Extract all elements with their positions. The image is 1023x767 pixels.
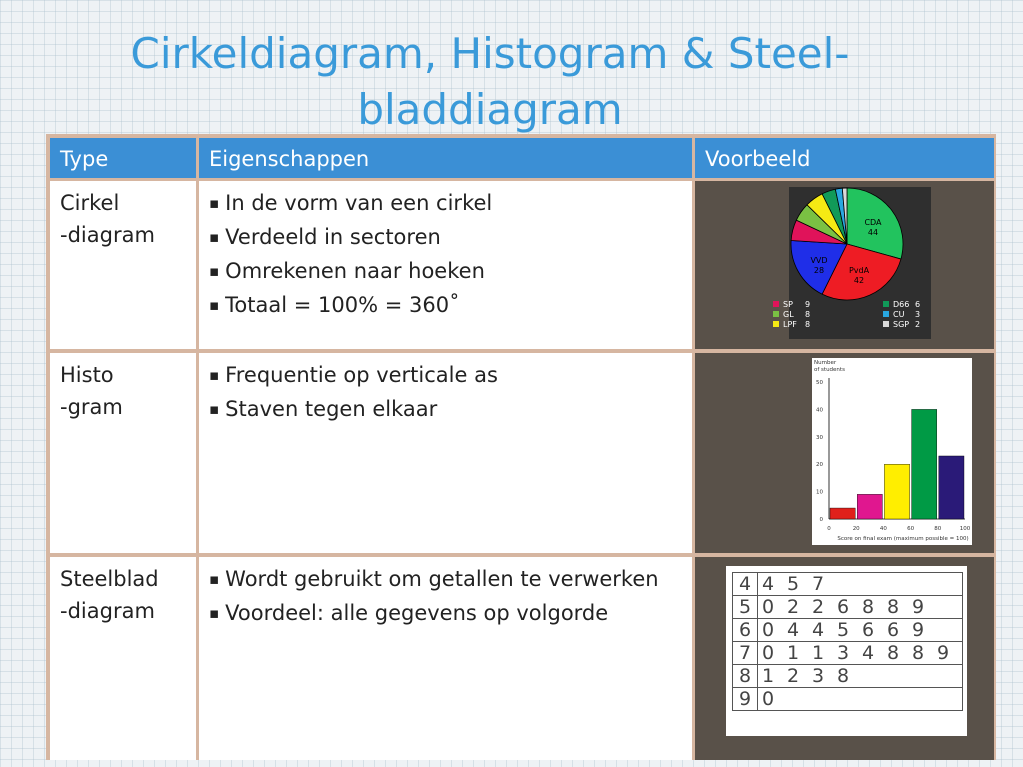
leaf-digit: 2 [787, 596, 801, 618]
row3-type-line2: -diagram [60, 599, 155, 623]
row1-bullet: ▪ Totaal = 100% = 360˚ [209, 289, 682, 323]
leaf-digit: 8 [912, 642, 926, 664]
legend-swatch [883, 321, 889, 327]
legend-swatch [773, 311, 779, 317]
leaf-digit: 8 [887, 596, 901, 618]
x-tick-label: 20 [852, 526, 860, 532]
leaf-values [758, 619, 963, 642]
row2-type-line2: -gram [60, 395, 123, 419]
y-tick-label: 30 [816, 434, 823, 441]
row2-bullet: ▪ Frequentie op verticale as [209, 359, 682, 393]
stem-value: 8 [733, 665, 758, 688]
y-tick-label: 20 [816, 462, 823, 469]
leaf-values [758, 596, 963, 619]
y-tick-label: 0 [819, 517, 823, 523]
legend-left-name: GL [783, 310, 794, 319]
row1-bullet: ▪ Verdeeld in sectoren [209, 221, 682, 255]
leaf-digit: 4 [812, 619, 826, 641]
leaf-values [758, 688, 963, 711]
x-tick-label: 80 [934, 526, 942, 532]
leaf-digit: 8 [837, 665, 851, 687]
leaf-digit: 4 [762, 573, 776, 595]
leaf-digit: 1 [787, 642, 801, 664]
histogram-ylabel: Number [814, 360, 837, 366]
legend-swatch [883, 311, 889, 317]
stem-value: 9 [733, 688, 758, 711]
leaf-digit: 8 [862, 596, 876, 618]
histogram-bar [857, 494, 882, 519]
stem-leaf-row [733, 596, 963, 619]
legend-left-value: 9 [805, 300, 811, 309]
pie-label-value: 28 [813, 266, 825, 275]
header-type: Type [50, 138, 196, 178]
pie-label-value: 44 [867, 228, 879, 237]
y-tick-label: 40 [816, 407, 823, 414]
stem-leaf-row [733, 573, 963, 596]
row2-type [50, 353, 196, 553]
stem-value: 6 [733, 619, 758, 642]
y-tick-label: 10 [816, 489, 823, 496]
row1-bullet: ▪ In de vorm van een cirkel [209, 187, 682, 221]
legend-swatch [773, 321, 779, 327]
pie-label-name: CDA [864, 218, 882, 227]
slide-title-line1: Cirkeldiagram, Histogram & Steel- [130, 29, 850, 78]
leaf-digit: 4 [862, 642, 876, 664]
slide-title [40, 26, 940, 138]
row3-example [695, 557, 994, 760]
leaf-digit: 3 [812, 665, 826, 687]
stem-leaf-table [732, 572, 963, 711]
legend-left-name: SP [783, 300, 793, 309]
row2-bullet: ▪ Staven tegen elkaar [209, 393, 682, 427]
pie-label-value: 42 [853, 276, 865, 285]
leaf-digit: 0 [762, 619, 776, 641]
x-tick-label: 60 [907, 526, 915, 532]
leaf-digit: 6 [862, 619, 876, 641]
row1-type-line1: Cirkel [60, 191, 120, 215]
pie-label-name: PvdA [848, 266, 870, 275]
row1-bullet: ▪ Omrekenen naar hoeken [209, 255, 682, 289]
pie-chart-example [695, 181, 994, 349]
leaf-digit: 1 [812, 642, 826, 664]
leaf-values [758, 665, 963, 688]
leaf-digit: 1 [762, 665, 776, 687]
x-tick-label: 100 [959, 526, 971, 532]
slide-title-line2: bladdiagram [357, 85, 623, 134]
stem-leaf-row [733, 665, 963, 688]
leaf-digit: 4 [787, 619, 801, 641]
leaf-values [758, 642, 963, 665]
histogram-example [695, 353, 994, 553]
leaf-digit: 9 [937, 642, 951, 664]
legend-left-name: LPF [783, 320, 797, 329]
leaf-digit: 6 [837, 596, 851, 618]
leaf-digit: 7 [812, 573, 826, 595]
leaf-values [758, 573, 963, 596]
leaf-digit: 5 [837, 619, 851, 641]
stem-leaf-row [733, 688, 963, 711]
row2-example [695, 353, 994, 553]
legend-swatch [883, 301, 889, 307]
pie-label-name: VVD [810, 256, 828, 265]
legend-left-value: 8 [805, 320, 811, 329]
leaf-digit: 0 [762, 642, 776, 664]
row2-type-line1: Histo [60, 363, 114, 387]
header-eigenschappen: Eigenschappen [199, 138, 692, 178]
leaf-digit: 0 [762, 688, 776, 710]
stem-value: 7 [733, 642, 758, 665]
leaf-digit: 3 [837, 642, 851, 664]
comparison-table [46, 134, 996, 760]
stem-value: 5 [733, 596, 758, 619]
row2-properties [199, 353, 692, 553]
row1-type-line2: -diagram [60, 223, 155, 247]
histogram-bar [830, 508, 855, 519]
leaf-digit: 6 [887, 619, 901, 641]
x-tick-label: 0 [827, 526, 831, 532]
stem-leaf-example [726, 566, 967, 736]
histogram-bar [912, 409, 937, 519]
row3-properties [199, 557, 692, 760]
stem-leaf-row [733, 619, 963, 642]
row3-type [50, 557, 196, 760]
histogram-bar [884, 464, 909, 519]
stem-value: 4 [733, 573, 758, 596]
legend-right-name: D66 [893, 300, 910, 309]
row1-properties [199, 181, 692, 349]
leaf-digit: 5 [787, 573, 801, 595]
legend-right-value: 2 [915, 320, 921, 329]
leaf-digit: 8 [887, 642, 901, 664]
leaf-digit: 9 [912, 596, 926, 618]
row1-example [695, 181, 994, 349]
leaf-digit: 0 [762, 596, 776, 618]
row3-type-line1: Steelblad [60, 567, 159, 591]
y-tick-label: 50 [816, 380, 823, 386]
header-voorbeeld: Voorbeeld [695, 138, 994, 178]
histogram-xlabel: Score on final exam (maximum possible = 100) [837, 536, 969, 542]
stem-leaf-row [733, 642, 963, 665]
leaf-digit: 9 [912, 619, 926, 641]
legend-right-value: 6 [915, 300, 921, 309]
histogram-ylabel: of students [814, 367, 845, 373]
legend-right-name: CU [893, 310, 905, 319]
leaf-digit: 2 [812, 596, 826, 618]
x-tick-label: 40 [879, 526, 887, 532]
row3-bullet: ▪ Wordt gebruikt om getallen te verwerken [209, 563, 682, 597]
histogram-bar [939, 456, 964, 519]
legend-swatch [773, 301, 779, 307]
legend-right-name: SGP [893, 320, 910, 329]
row3-bullet: ▪ Voordeel: alle gegevens op volgorde [209, 597, 682, 631]
legend-left-value: 8 [805, 310, 811, 319]
leaf-digit: 2 [787, 665, 801, 687]
row1-type [50, 181, 196, 349]
legend-right-value: 3 [915, 310, 921, 319]
